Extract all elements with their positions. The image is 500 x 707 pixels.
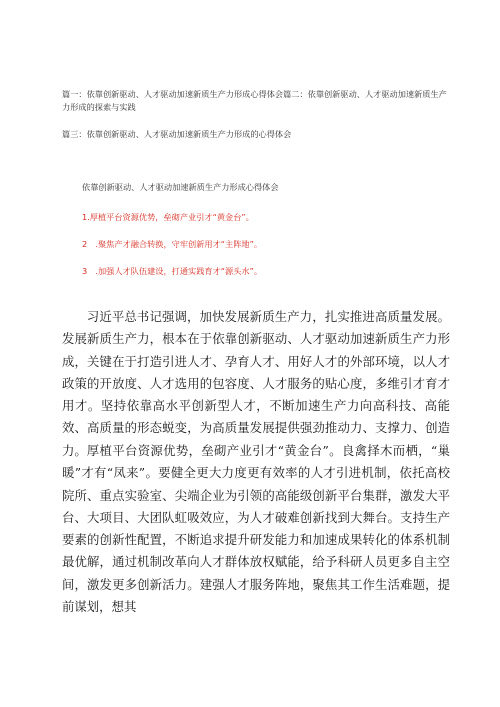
outline-item-2: 2 .聚焦产才融合转换，守牢创新用才“主阵地”。 bbox=[82, 239, 263, 249]
outline-title: 依靠创新驱动、人才驱动加速新质生产力形成心得体会 bbox=[82, 182, 279, 192]
body-paragraph-1: 习近平总书记强调，加快发展新质生产力，扎实推进高质量发展。发展新质生产力，根本在于依靠创新驱动、人才驱动加速新质生产力形成，关键在于打造引进人才、孕育人才、用好人才的外部环境，以人才政策的开放度、人才选用的包容度、人才服务的贴心度，多维引才育才用才。坚持依靠高水平创新型人才，不断加速生产力向高科技、高能效、高质量的形态蜕变，为高质量发展提供强劲推动力、支撑力、创造力。 bbox=[62, 309, 450, 458]
toc-entry-1-2: 篇一：依靠创新驱动、人才驱动加速新质生产力形成心得体会篇二：依靠创新驱动、人才驱动加速新质生产力形成的探索与实践 bbox=[62, 89, 447, 112]
toc-entry-3: 篇三：依靠创新驱动、人才驱动加速新质生产力形成的心得体会 bbox=[62, 129, 292, 139]
outline-item-3: 3 .加强人才队伍建设，打通实践育才“源头水”。 bbox=[82, 266, 263, 276]
body-paragraph-2: 厚植平台资源优势，垒砌产业引才“黄金台”。良禽择木而栖，“巢暖”才有“凤来”。要健全更大力度更有效率的人才引进机制，依托高校院所、重点实验室、尖端企业为引领的高能级创新平台集群，激发大平台、大项目、大团队虹吸效应，为人才破难创新找到大舞台。支持生产要素的创新性配置，不断追求提升研发能力和加速成果转化的体系机制最优解，通过机制改革向人才群体放权赋能，给予科研人员更多自主空间，激发更多创新活力。建强人才服务阵地，聚焦其工作生活难题，提前谋划，想其 bbox=[62, 443, 450, 615]
outline-item-1: 1.厚植平台资源优势，垒砌产业引才“黄金台”。 bbox=[82, 212, 254, 222]
